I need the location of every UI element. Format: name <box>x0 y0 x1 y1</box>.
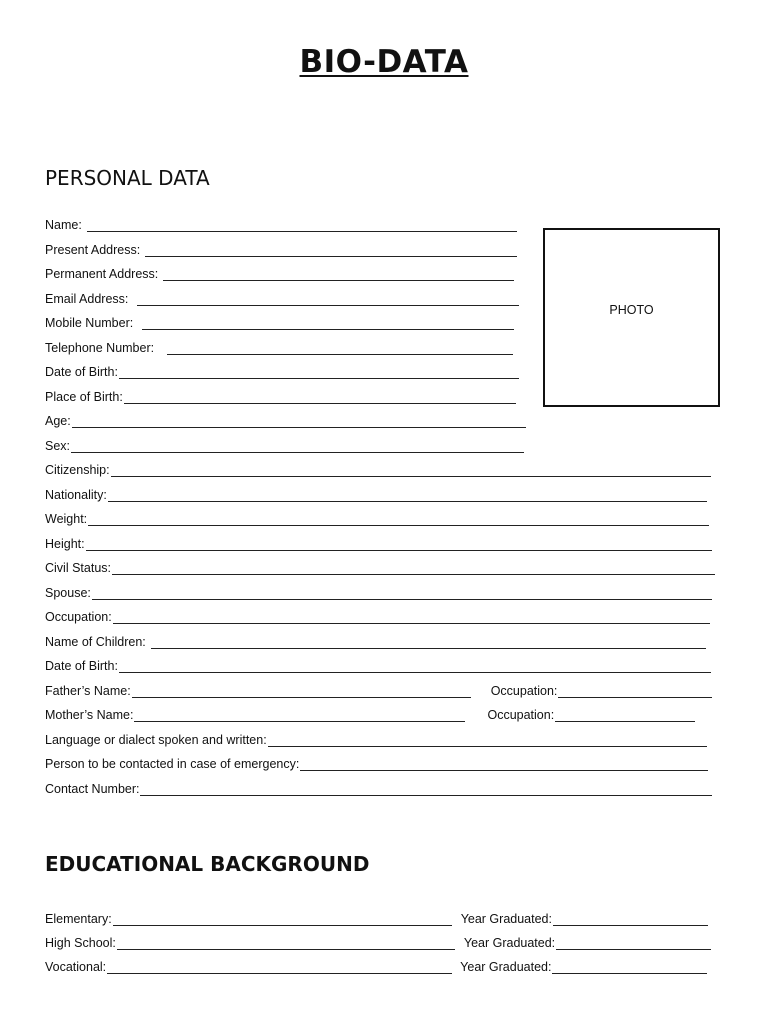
field-row-weight <box>45 508 709 526</box>
elementary-year-input-line[interactable] <box>553 913 708 926</box>
field-label: Year Graduated: <box>463 936 556 950</box>
field-label: Weight: <box>45 512 88 526</box>
field-label: Mother’s Name: <box>45 708 134 722</box>
field-row-mother <box>45 704 695 722</box>
field-row-vocational <box>45 956 707 974</box>
father-occupation-input-line[interactable] <box>558 685 712 698</box>
field-label: Email Address: <box>45 292 129 306</box>
field-row-nationality <box>45 484 707 502</box>
weight-input-line[interactable] <box>88 513 709 526</box>
civil-status-input-line[interactable] <box>112 562 715 575</box>
high-school-input-line[interactable] <box>117 937 455 950</box>
vocational-year-input-line[interactable] <box>552 961 707 974</box>
field-label: Year Graduated: <box>460 960 552 974</box>
occupation-input-line[interactable] <box>113 611 710 624</box>
photo-label: PHOTO <box>609 303 654 317</box>
field-row-height <box>45 533 712 551</box>
field-label: Mobile Number: <box>45 316 134 330</box>
vocational-input-line[interactable] <box>107 961 452 974</box>
field-row-father <box>45 680 712 698</box>
field-label: Date of Birth: <box>45 659 118 673</box>
place-of-birth-input-line[interactable] <box>124 391 516 404</box>
field-row-spouse <box>45 582 712 600</box>
age-input-line[interactable] <box>72 415 526 428</box>
document-title: BIO-DATA <box>299 44 469 80</box>
father-name-input-line[interactable] <box>132 685 471 698</box>
field-label: Civil Status: <box>45 561 111 575</box>
field-row-contact-number <box>45 778 712 796</box>
field-row-children-date-of-birth <box>45 655 711 673</box>
field-row-sex <box>45 435 524 453</box>
elementary-input-line[interactable] <box>113 913 452 926</box>
mother-name-input-line[interactable] <box>134 709 465 722</box>
field-row-citizenship <box>45 459 711 477</box>
photo-box[interactable] <box>543 228 720 407</box>
field-row-emergency-contact <box>45 753 708 771</box>
section-heading-education: EDUCATIONAL BACKGROUND <box>45 852 370 876</box>
field-label: Occupation: <box>45 610 112 624</box>
field-label: Language or dialect spoken and written: <box>45 733 267 747</box>
telephone-number-input-line[interactable] <box>167 342 513 355</box>
field-label: Citizenship: <box>45 463 110 477</box>
emergency-contact-input-line[interactable] <box>300 758 708 771</box>
field-row-civil-status <box>45 557 715 575</box>
language-input-line[interactable] <box>268 734 707 747</box>
field-row-name-of-children <box>45 631 706 649</box>
field-label: Person to be contacted in case of emergency: <box>45 757 300 771</box>
present-address-input-line[interactable] <box>145 244 517 257</box>
citizenship-input-line[interactable] <box>111 464 711 477</box>
field-label: Occupation: <box>487 708 555 722</box>
nationality-input-line[interactable] <box>108 489 707 502</box>
field-label: Telephone Number: <box>45 341 155 355</box>
field-row-present-address <box>45 239 517 257</box>
field-label: Name: <box>45 218 82 232</box>
height-input-line[interactable] <box>86 538 712 551</box>
high-school-year-input-line[interactable] <box>556 937 711 950</box>
field-row-name <box>45 214 517 232</box>
field-label: Present Address: <box>45 243 141 257</box>
field-label: Age: <box>45 414 71 428</box>
field-row-email-address <box>45 288 519 306</box>
field-row-elementary <box>45 908 708 926</box>
mobile-number-input-line[interactable] <box>142 317 514 330</box>
field-row-date-of-birth <box>45 361 519 379</box>
spouse-input-line[interactable] <box>92 587 712 600</box>
field-label: High School: <box>45 936 116 950</box>
field-label: Spouse: <box>45 586 91 600</box>
field-label: Contact Number: <box>45 782 140 796</box>
field-label: Name of Children: <box>45 635 146 649</box>
field-label: Father’s Name: <box>45 684 131 698</box>
sex-input-line[interactable] <box>71 440 524 453</box>
date-of-birth-input-line[interactable] <box>119 366 519 379</box>
field-row-permanent-address <box>45 263 514 281</box>
permanent-address-input-line[interactable] <box>163 268 514 281</box>
field-label: Place of Birth: <box>45 390 123 404</box>
field-row-place-of-birth <box>45 386 516 404</box>
field-label: Permanent Address: <box>45 267 159 281</box>
field-label: Year Graduated: <box>460 912 552 926</box>
email-input-line[interactable] <box>137 293 519 306</box>
field-row-high-school <box>45 932 711 950</box>
children-date-of-birth-input-line[interactable] <box>119 660 711 673</box>
field-label: Sex: <box>45 439 71 453</box>
mother-occupation-input-line[interactable] <box>555 709 695 722</box>
field-row-age <box>45 410 526 428</box>
name-input-line[interactable] <box>87 219 517 232</box>
field-row-mobile-number <box>45 312 514 330</box>
field-row-telephone-number <box>45 337 513 355</box>
field-label: Vocational: <box>45 960 107 974</box>
field-row-language <box>45 729 707 747</box>
contact-number-input-line[interactable] <box>140 783 712 796</box>
field-label: Elementary: <box>45 912 112 926</box>
field-row-occupation <box>45 606 710 624</box>
field-label: Date of Birth: <box>45 365 118 379</box>
section-heading-personal: PERSONAL DATA <box>45 166 210 190</box>
field-label: Nationality: <box>45 488 107 502</box>
field-label: Occupation: <box>490 684 558 698</box>
field-label: Height: <box>45 537 85 551</box>
children-input-line[interactable] <box>151 636 706 649</box>
